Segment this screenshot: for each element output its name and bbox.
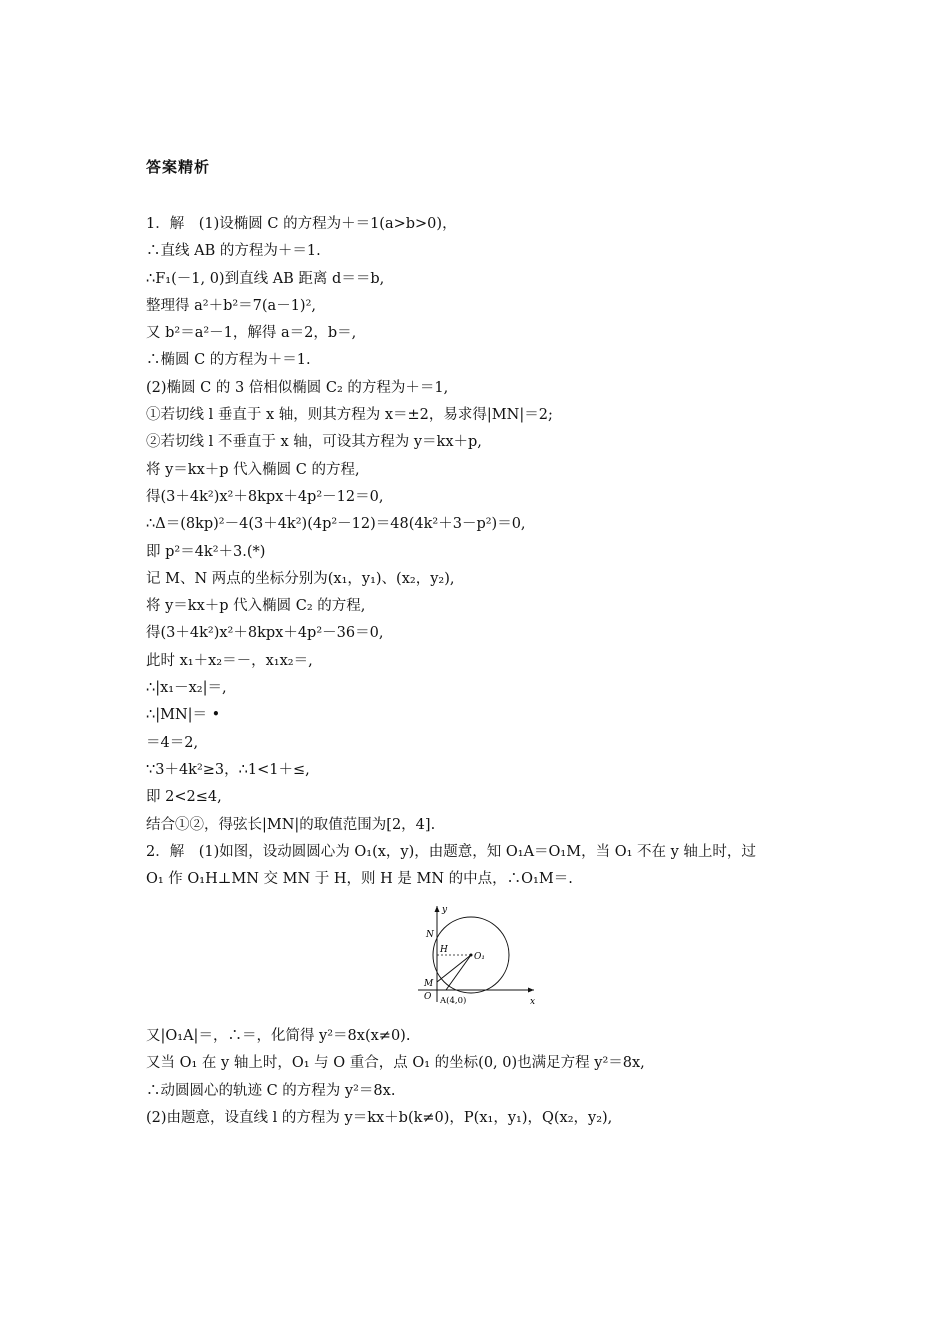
text-line: 即 p²＝4k²＋3.(*) xyxy=(146,543,266,560)
text-line: ②若切线 l 不垂直于 x 轴，可设其方程为 y＝kx＋p, xyxy=(146,434,482,451)
solution-text-block xyxy=(146,211,826,893)
geometry-figure xyxy=(410,902,540,1006)
text-line: (2)椭圆 C 的 3 倍相似椭圆 C₂ 的方程为＋＝1, xyxy=(146,379,449,396)
text-line: 2．解 (1)如图，设动圆圆心为 O₁(x，y)，由题意，知 O₁A＝O₁M，当 O₁ 不在 y 轴上时，过 xyxy=(146,843,756,860)
text-line: ∴Δ＝(8kp)²－4(3＋4k²)(4p²－12)＝48(4k²＋3－p²)＝0, xyxy=(146,516,526,533)
text-line: 1．解 (1)设椭圆 C 的方程为＋＝1(a>b>0)， xyxy=(146,216,457,232)
label-x: x xyxy=(530,997,536,1006)
section-title: 答案精析 xyxy=(146,158,211,176)
label-y: y xyxy=(442,905,448,915)
text-line: ∵3＋4k²≥3，∴1<1＋≤, xyxy=(146,761,310,778)
text-line: 将 y＝kx＋p 代入椭圆 C₂ 的方程, xyxy=(146,598,366,615)
circle-diagram xyxy=(410,902,540,1006)
text-line: 此时 x₁＋x₂＝－，x₁x₂＝, xyxy=(146,652,313,669)
text-line: ＝4＝2, xyxy=(146,734,199,751)
text-line: ①若切线 l 垂直于 x 轴，则其方程为 x＝±2，易求得|MN|＝2; xyxy=(146,407,553,424)
text-line: ∴动圆圆心的轨迹 C 的方程为 y²＝8x. xyxy=(146,1082,396,1099)
label-o1: O₁ xyxy=(474,952,485,962)
text-line: 得(3＋4k²)x²＋8kpx＋4p²－36＝0, xyxy=(146,625,384,642)
label-o: O xyxy=(424,992,432,1002)
text-line: 又当 O₁ 在 y 轴上时，O₁ 与 O 重合，点 O₁ 的坐标(0, 0)也满足方程 y²＝8x, xyxy=(146,1055,645,1072)
label-h: H xyxy=(440,945,448,955)
text-line: ∴椭圆 C 的方程为＋＝1. xyxy=(146,352,311,369)
text-line: 记 M、N 两点的坐标分别为(x₁，y₁)、(x₂，y₂), xyxy=(146,570,455,587)
text-line: ∴|x₁－x₂|＝, xyxy=(146,680,227,697)
y-axis-arrow xyxy=(435,906,440,912)
text-line: (2)由题意，设直线 l 的方程为 y＝kx＋b(k≠0)，P(x₁，y₁)，Q(x₂，y₂), xyxy=(146,1109,613,1126)
text-line: 将 y＝kx＋p 代入椭圆 C 的方程, xyxy=(146,461,360,478)
text-line: 结合①②，得弦长|MN|的取值范围为[2，4]. xyxy=(146,816,436,833)
text-line: O₁ 作 O₁H⊥MN 交 MN 于 H，则 H 是 MN 的中点，∴O₁M＝. xyxy=(146,871,573,888)
label-m: M xyxy=(424,979,434,989)
label-n: N xyxy=(426,930,434,940)
label-a: A(4,0) xyxy=(440,996,467,1006)
text-line: 又 b²＝a²－1，解得 a＝2，b＝, xyxy=(146,325,357,342)
text-line: 又|O₁A|＝，∴＝，化简得 y²＝8x(x≠0). xyxy=(146,1028,411,1044)
text-line: ∴|MN|＝ • xyxy=(146,707,221,724)
text-line: 整理得 a²＋b²＝7(a－1)², xyxy=(146,297,316,314)
text-line: 得(3＋4k²)x²＋8kpx＋4p²－12＝0, xyxy=(146,488,384,505)
x-axis-arrow xyxy=(528,988,534,993)
solution-text-block-2 xyxy=(146,1023,826,1132)
center-point xyxy=(470,954,473,957)
text-line: 即 2<2≤4, xyxy=(146,789,222,806)
text-line: ∴直线 AB 的方程为＋＝1. xyxy=(146,243,321,260)
text-line: ∴F₁(－1, 0)到直线 AB 距离 d＝＝b, xyxy=(146,270,385,287)
